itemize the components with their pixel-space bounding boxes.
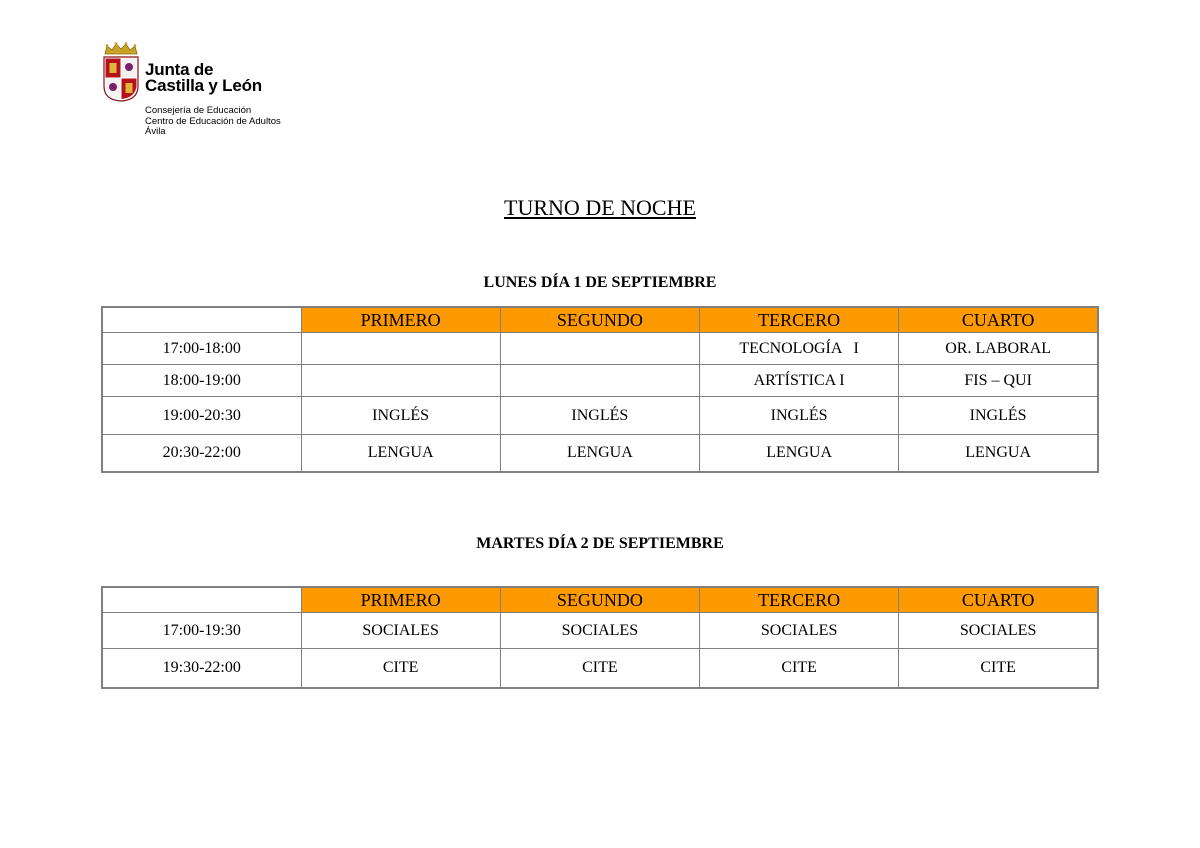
header-cell: SEGUNDO bbox=[500, 587, 699, 613]
table-row bbox=[102, 649, 1098, 688]
subject-cell: LENGUA bbox=[899, 435, 1098, 472]
subject-cell: CITE bbox=[500, 649, 699, 688]
table-row bbox=[102, 613, 1098, 649]
shield-icon bbox=[103, 56, 139, 102]
subject-cell bbox=[500, 365, 699, 397]
table-row bbox=[102, 435, 1098, 472]
subject-cell: INGLÉS bbox=[700, 397, 899, 435]
document-title-text: TURNO DE NOCHE bbox=[504, 195, 696, 220]
header-cell: SEGUNDO bbox=[500, 307, 699, 333]
time-cell: 20:30-22:00 bbox=[102, 435, 301, 472]
brand-name bbox=[145, 62, 262, 94]
subject-cell: FIS – QUI bbox=[899, 365, 1098, 397]
table-header-row bbox=[102, 307, 1098, 333]
subject-cell: TECNOLOGÍA I bbox=[700, 333, 899, 365]
brand-line-2: Castilla y León bbox=[145, 76, 262, 95]
sub-line-1: Consejería de Educación bbox=[145, 105, 252, 116]
subject-cell: INGLÉS bbox=[899, 397, 1098, 435]
table-row bbox=[102, 397, 1098, 435]
header-cell: TERCERO bbox=[700, 307, 899, 333]
subject-cell: LENGUA bbox=[301, 435, 500, 472]
subject-cell: LENGUA bbox=[500, 435, 699, 472]
time-cell: 19:00-20:30 bbox=[102, 397, 301, 435]
day-heading-2: MARTES DÍA 2 DE SEPTIEMBRE bbox=[476, 535, 724, 552]
subject-cell bbox=[500, 333, 699, 365]
sub-line-2: Centro de Educación de Adultos bbox=[145, 115, 281, 127]
crown-icon bbox=[103, 42, 139, 55]
subject-cell: LENGUA bbox=[700, 435, 899, 472]
schedule-table-1 bbox=[101, 306, 1099, 473]
subject-cell: INGLÉS bbox=[500, 397, 699, 435]
header-cell bbox=[102, 307, 301, 333]
subject-cell: CITE bbox=[899, 649, 1098, 688]
subject-cell: SOCIALES bbox=[899, 613, 1098, 649]
time-cell: 18:00-19:00 bbox=[102, 365, 301, 397]
header-cell: CUARTO bbox=[899, 587, 1098, 613]
schedule-table-2 bbox=[101, 586, 1099, 689]
coat-of-arms-icon bbox=[103, 42, 139, 102]
subject-cell: CITE bbox=[301, 649, 500, 688]
document-title bbox=[0, 195, 1200, 221]
time-cell: 17:00-19:30 bbox=[102, 613, 301, 649]
day-heading-1: LUNES DÍA 1 DE SEPTIEMBRE bbox=[483, 274, 717, 291]
header-cell: TERCERO bbox=[700, 587, 899, 613]
subject-cell: SOCIALES bbox=[301, 613, 500, 649]
brand-line-1: Junta de bbox=[145, 60, 214, 79]
time-cell: 19:30-22:00 bbox=[102, 649, 301, 688]
institution-subtitle bbox=[145, 106, 281, 138]
time-cell: 17:00-18:00 bbox=[102, 333, 301, 365]
table-row bbox=[102, 365, 1098, 397]
subject-cell bbox=[301, 333, 500, 365]
header-cell bbox=[102, 587, 301, 613]
subject-cell bbox=[301, 365, 500, 397]
subject-cell: SOCIALES bbox=[500, 613, 699, 649]
table-header-row bbox=[102, 587, 1098, 613]
header-cell: CUARTO bbox=[899, 307, 1098, 333]
header-cell: PRIMERO bbox=[301, 307, 500, 333]
subject-cell: CITE bbox=[700, 649, 899, 688]
sub-line-3: Ávila bbox=[145, 126, 166, 137]
header-cell: PRIMERO bbox=[301, 587, 500, 613]
subject-cell: ARTÍSTICA I bbox=[700, 365, 899, 397]
subject-cell: OR. LABORAL bbox=[899, 333, 1098, 365]
subject-cell: SOCIALES bbox=[700, 613, 899, 649]
table-row bbox=[102, 333, 1098, 365]
subject-cell: INGLÉS bbox=[301, 397, 500, 435]
institution-logo bbox=[103, 42, 281, 137]
